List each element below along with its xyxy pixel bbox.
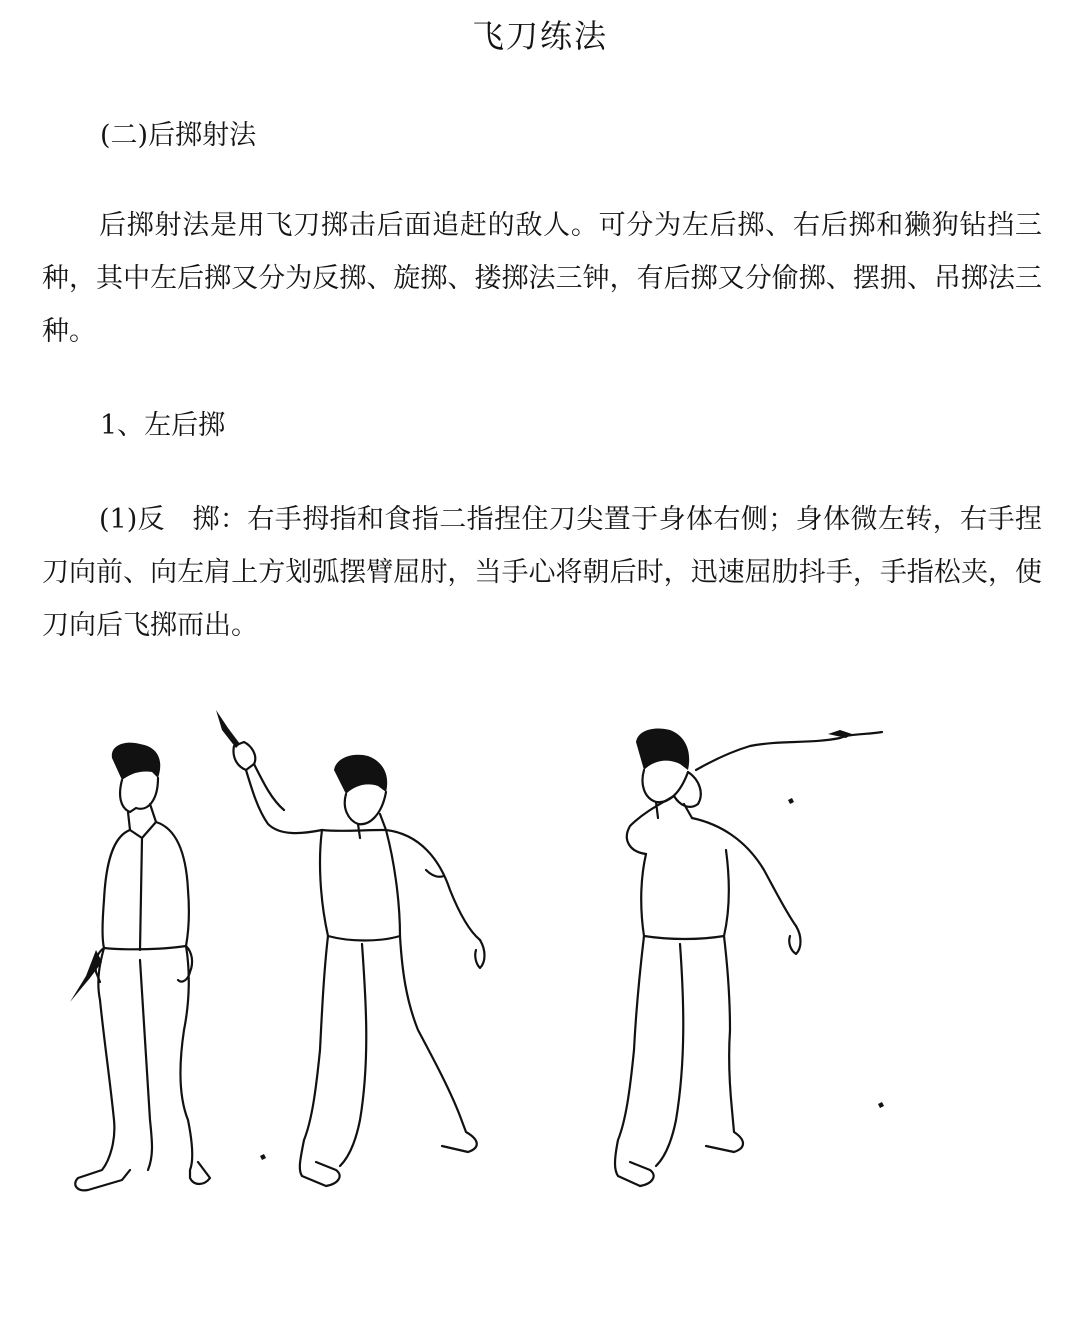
- section-heading: (二)后掷射法: [100, 120, 257, 151]
- figure-arm-raised: [216, 710, 485, 1186]
- paragraph-reverse-throw: (1)反 掷：右手拇指和食指二指捏住刀尖置于身体右侧；身体微左转，右手捏刀向前、向左肩上方划弧摆臂屈肘，当手心将朝后时，迅速屈肋抖手，手指松夹，使刀向后飞掷而出。: [42, 504, 1042, 641]
- sub-heading-left-back-throw: 1、左后掷: [100, 410, 226, 441]
- figure-standing: [70, 743, 210, 1191]
- paragraph-intro: 后掷射法是用飞刀掷击后面追赶的敌人。可分为左后掷、右后掷和獭狗钻挡三种，其中左后掷又分为反掷、旋掷、搂掷法三钟，有后掷又分偷掷、摆拥、吊掷法三种。: [42, 210, 1042, 347]
- throw-illustration: [40, 700, 900, 1220]
- figure-release: [260, 729, 884, 1187]
- document-title: 飞刀练法: [471, 17, 608, 55]
